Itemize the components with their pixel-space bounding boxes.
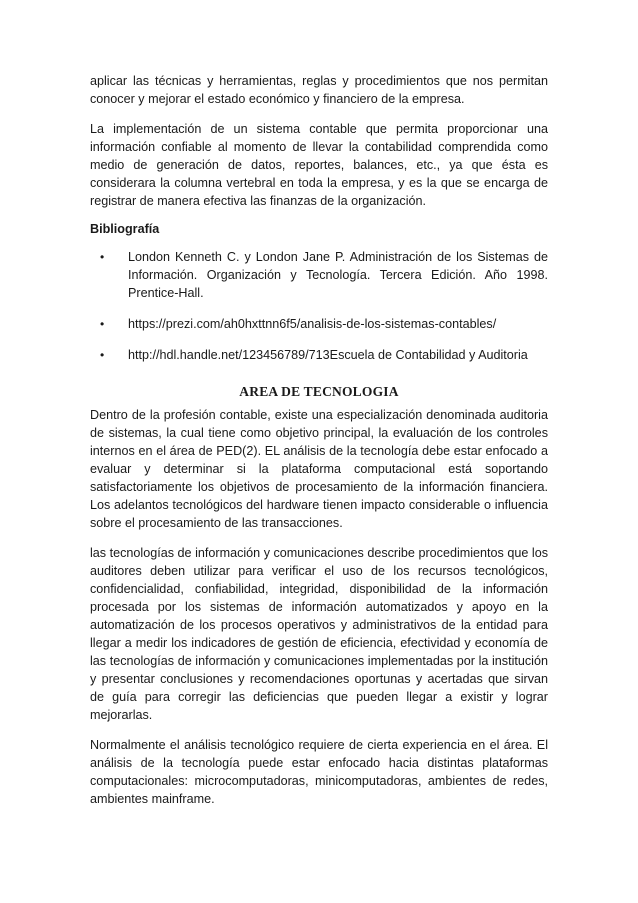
bullet-icon: • bbox=[100, 348, 105, 362]
bibliography-item bbox=[90, 248, 548, 302]
section-title: AREA DE TECNOLOGIA bbox=[239, 384, 399, 399]
bibliography-heading: Bibliografía bbox=[90, 222, 160, 236]
paragraph-accounting-system: La implementación de un sistema contable que permita proporcionar una información confiable al momento de llevar la contabilidad comprendida como medio de generación de datos, reportes, balances, etc., ya que ésta es considerara la columna vertebral en toda la empresa, y es la que se encarga de registrar de manera efectiva las finanzas de la organización. bbox=[90, 122, 548, 208]
document-page bbox=[90, 72, 548, 808]
paragraph-systems-audit: Dentro de la profesión contable, existe una especialización denominada auditoria de sistemas, la cual tiene como objetivo principal, la evaluación de los controles internos en el área de PED(2). EL análisis de la tecnología debe estar enfocado a evaluar y determinar si la plataforma computacional está soportando satisfactoriamente los objetivos de procesamiento de la información financiera. Los adelantos tecnológicos del hardware tienen impacto considerable o influencia sobre el procesamiento de las transacciones. bbox=[90, 408, 548, 530]
bibliography-item bbox=[90, 346, 548, 364]
bullet-icon: • bbox=[100, 317, 105, 331]
bullet-icon: • bbox=[100, 250, 105, 264]
paragraph-technology-analysis: Normalmente el análisis tecnológico requiere de cierta experiencia en el área. El análisis de la tecnología puede estar enfocado hacia distintas plataformas computacionales: microcomputadoras, minicomputadoras, ambientes de redes, ambientes mainframe. bbox=[90, 738, 548, 806]
paragraph-ict-procedures: las tecnologías de información y comunicaciones describe procedimientos que los auditores deben utilizar para verificar el uso de los recursos tecnológicos, confidencialidad, confiabilidad, integridad, disponibilidad de la información procesada por los sistemas de información automatizados y apoyo en la automatización de los procesos operativos y administrativos de la entidad para llegar a medir los indicadores de gestión de eficiencia, efectividad y economía de las tecnologías de información y comunicaciones implementadas por la institución y presentar conclusiones y recomendaciones oportunas y acertadas que sirvan de guía para corregir las deficiencias que pueden llegar a existir y lograr mejorarlas. bbox=[90, 546, 548, 722]
bibliography-item-text: London Kenneth C. y London Jane P. Administración de los Sistemas de Información. Organización y Tecnología. Tercera Edición. Año 1998. Prentice-Hall. bbox=[128, 250, 548, 300]
bibliography-item-text: http://hdl.handle.net/123456789/713Escuela de Contabilidad y Auditoria bbox=[128, 348, 528, 362]
paragraph-intro-continuation: aplicar las técnicas y herramientas, reglas y procedimientos que nos permitan conocer y mejorar el estado económico y financiero de la empresa. bbox=[90, 74, 548, 106]
bibliography-item-text: https://prezi.com/ah0hxttnn6f5/analisis-de-los-sistemas-contables/ bbox=[128, 317, 497, 331]
bibliography-list bbox=[90, 248, 548, 364]
bibliography-item bbox=[90, 315, 548, 333]
